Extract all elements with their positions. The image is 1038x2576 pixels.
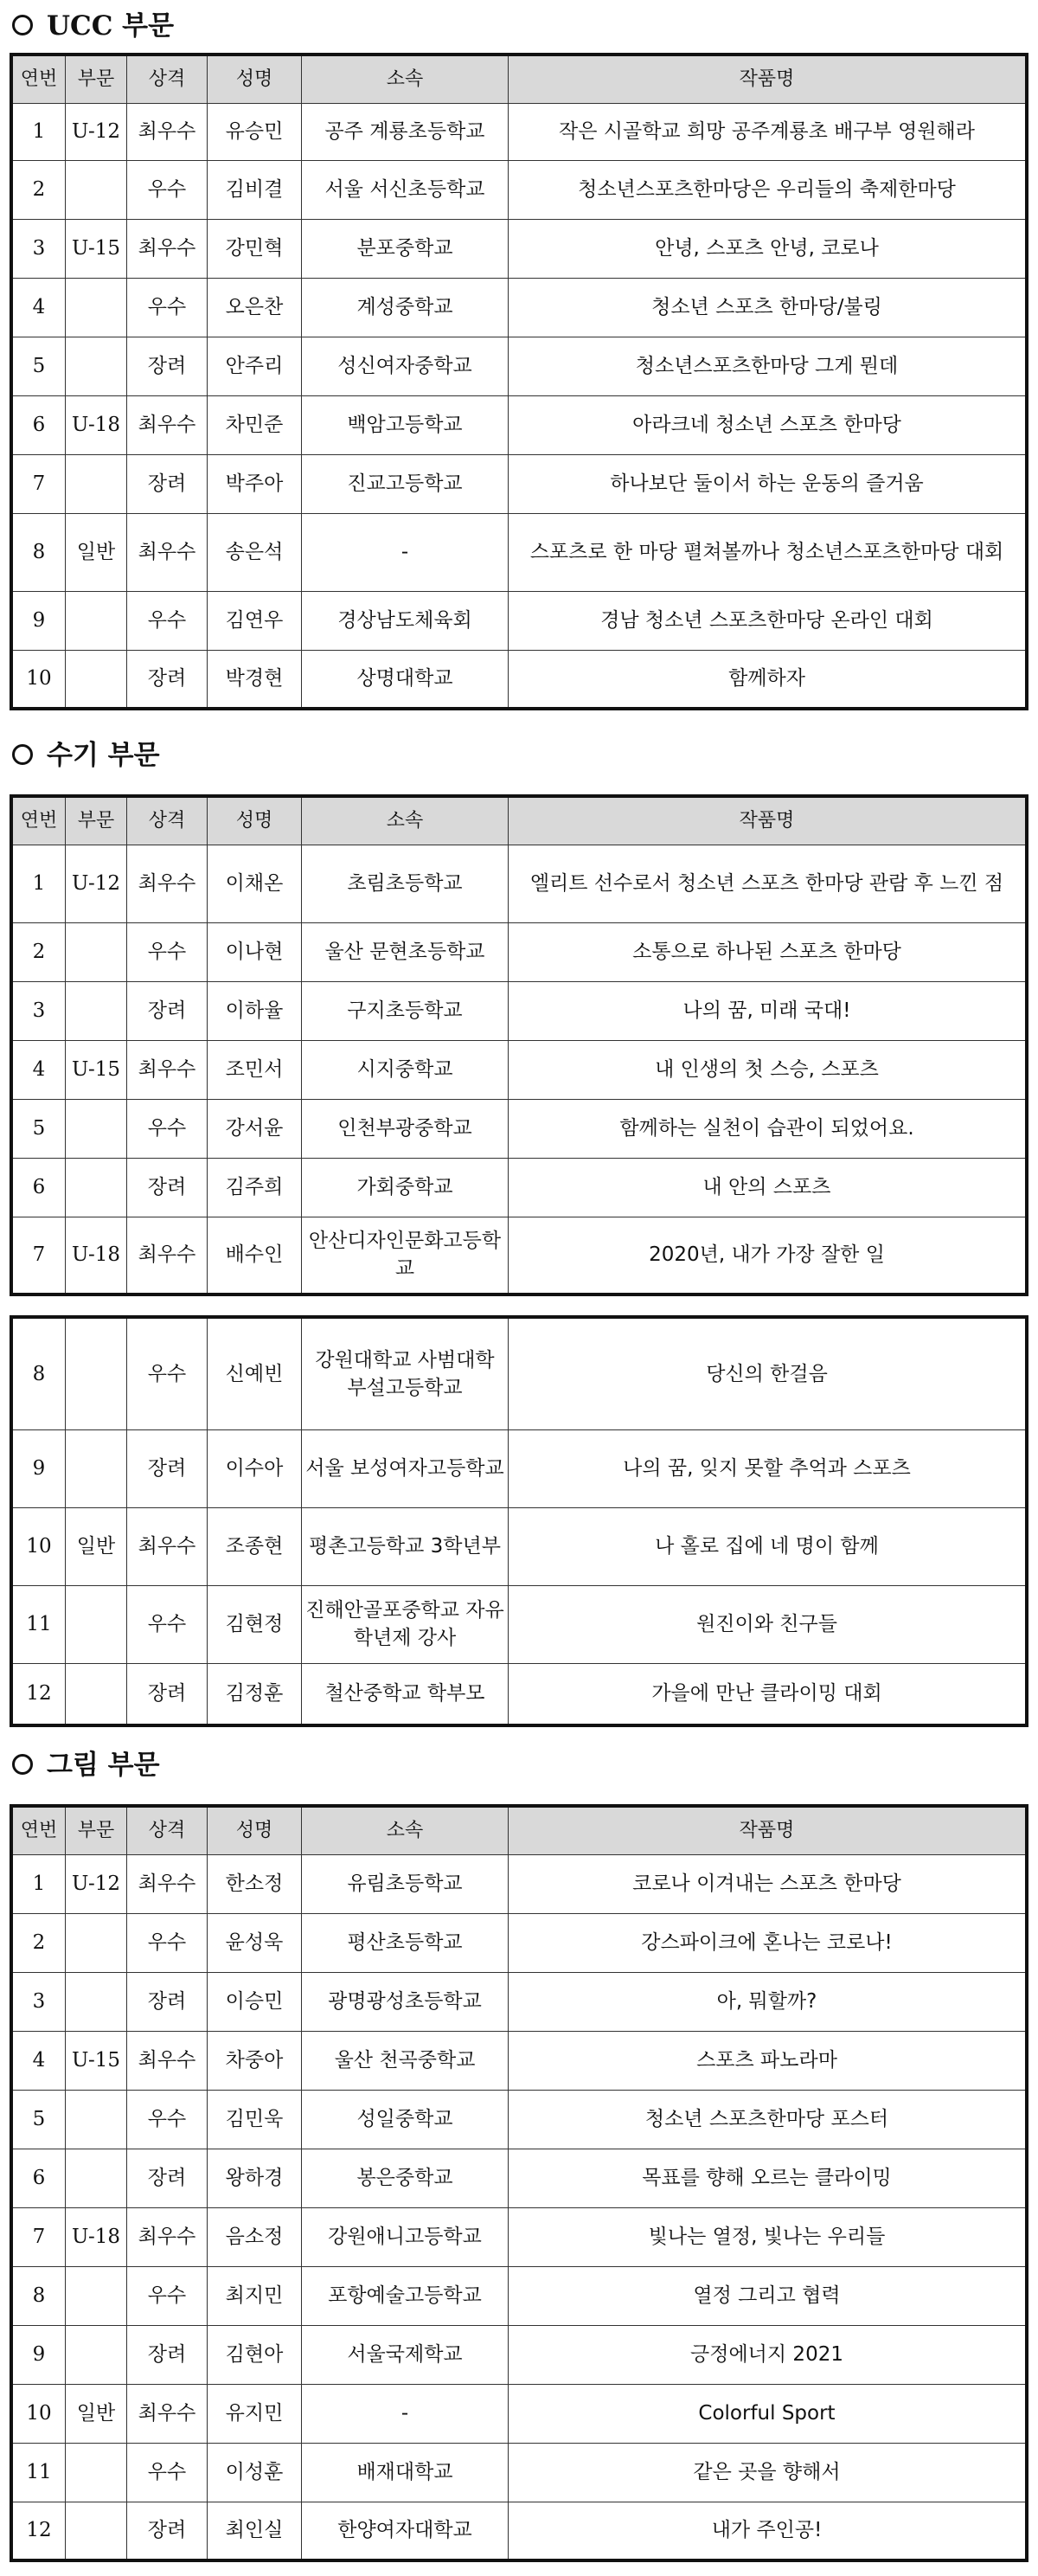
cell-award: 최우수 [127,2207,208,2266]
cell-work-title: 경남 청소년 스포츠한마당 온라인 대회 [509,591,1028,650]
cell-name: 한소정 [208,1854,302,1913]
header-row-number: 연번 [11,55,66,103]
cell-work-title: 나 홀로 집에 네 명이 함께 [509,1507,1028,1585]
cell-row-number: 10 [11,1507,66,1585]
cell-division: U-18 [66,395,127,454]
cell-division: U-15 [66,1040,127,1099]
cell-division [66,2325,127,2384]
circle-bullet-icon [12,15,33,35]
section-title-text: UCC 부문 [47,10,175,42]
essay-table [10,794,1028,1296]
cell-row-number: 7 [11,2207,66,2266]
cell-name: 배수인 [208,1217,302,1294]
cell-affiliation: 가회중학교 [302,1158,509,1217]
cell-division [66,1913,127,1972]
table-row [11,1099,1027,1158]
cell-award: 최우수 [127,845,208,922]
cell-division [66,922,127,981]
table-row [11,845,1027,922]
cell-affiliation: 평촌고등학교 3학년부 [302,1507,509,1585]
cell-division [66,1429,127,1507]
cell-award: 우수 [127,1913,208,1972]
header-division: 부문 [66,796,127,845]
cell-award: 장려 [127,1972,208,2031]
cell-name: 이성훈 [208,2443,302,2502]
table-row [11,1854,1027,1913]
cell-affiliation: 성신여자중학교 [302,337,509,395]
cell-row-number: 4 [11,1040,66,1099]
cell-work-title: 같은 곳을 향해서 [509,2443,1028,2502]
cell-work-title: 내가 주인공! [509,2502,1028,2560]
cell-affiliation: 철산중학교 학부모 [302,1663,509,1725]
cell-award: 장려 [127,2325,208,2384]
cell-affiliation: 평산초등학교 [302,1913,509,1972]
cell-row-number: 6 [11,1158,66,1217]
cell-award: 최우수 [127,1507,208,1585]
drawing-table [10,1804,1028,2562]
header-division: 부문 [66,1806,127,1854]
cell-row-number: 8 [11,2266,66,2325]
cell-division [66,454,127,513]
cell-row-number: 6 [11,395,66,454]
table-row [11,2443,1027,2502]
cell-division [66,2443,127,2502]
cell-affiliation: 계성중학교 [302,278,509,337]
cell-work-title: 함께하는 실천이 습관이 되었어요. [509,1099,1028,1158]
cell-row-number: 5 [11,1099,66,1158]
table-row [11,160,1027,219]
cell-name: 윤성욱 [208,1913,302,1972]
cell-affiliation: 유림초등학교 [302,1854,509,1913]
essay-cont-table-body [11,1317,1027,1725]
table-row [11,2090,1027,2149]
circle-bullet-icon [12,1754,33,1775]
cell-row-number: 8 [11,1317,66,1429]
cell-row-number: 3 [11,1972,66,2031]
cell-row-number: 9 [11,591,66,650]
cell-award: 우수 [127,1099,208,1158]
cell-work-title: 원진이와 친구들 [509,1585,1028,1663]
cell-row-number: 4 [11,278,66,337]
table-row [11,395,1027,454]
cell-name: 송은석 [208,513,302,591]
table-row [11,922,1027,981]
table-row [11,2266,1027,2325]
cell-name: 조종현 [208,1507,302,1585]
cell-affiliation: 광명광성초등학교 [302,1972,509,2031]
cell-work-title: 함께하자 [509,650,1028,709]
cell-name: 강서윤 [208,1099,302,1158]
cell-division [66,2149,127,2207]
cell-name: 유지민 [208,2384,302,2443]
cell-affiliation: - [302,2384,509,2443]
cell-row-number: 10 [11,2384,66,2443]
cell-row-number: 3 [11,981,66,1040]
cell-name: 김민욱 [208,2090,302,2149]
cell-work-title: 안녕, 스포츠 안녕, 코로나 [509,219,1028,278]
cell-division [66,337,127,395]
cell-work-title: 아라크네 청소년 스포츠 한마당 [509,395,1028,454]
header-work-title: 작품명 [509,1806,1028,1854]
cell-row-number: 2 [11,1913,66,1972]
cell-award: 장려 [127,650,208,709]
cell-division: U-12 [66,845,127,922]
cell-affiliation: 울산 천곡중학교 [302,2031,509,2090]
cell-affiliation: 시지중학교 [302,1040,509,1099]
cell-name: 최인실 [208,2502,302,2560]
cell-division [66,1099,127,1158]
essay-table-body [11,845,1027,1294]
cell-work-title: 2020년, 내가 가장 잘한 일 [509,1217,1028,1294]
header-work-title: 작품명 [509,796,1028,845]
cell-work-title: 청소년 스포츠 한마당/불링 [509,278,1028,337]
ucc-table-body [11,103,1027,709]
cell-name: 김연우 [208,591,302,650]
table-row [11,981,1027,1040]
cell-division: U-18 [66,2207,127,2266]
cell-affiliation: 서울 보성여자고등학교 [302,1429,509,1507]
cell-award: 우수 [127,278,208,337]
cell-row-number: 11 [11,1585,66,1663]
cell-division: U-12 [66,1854,127,1913]
cell-division: 일반 [66,2384,127,2443]
cell-affiliation: 인천부광중학교 [302,1099,509,1158]
header-award: 상격 [127,1806,208,1854]
cell-division [66,2090,127,2149]
cell-work-title: 나의 꿈, 미래 국대! [509,981,1028,1040]
cell-award: 장려 [127,1663,208,1725]
table-row [11,1663,1027,1725]
header-award: 상격 [127,55,208,103]
cell-award: 장려 [127,454,208,513]
cell-award: 우수 [127,2266,208,2325]
cell-affiliation: 봉은중학교 [302,2149,509,2207]
cell-work-title: 내 안의 스포츠 [509,1158,1028,1217]
cell-row-number: 7 [11,1217,66,1294]
cell-award: 우수 [127,1317,208,1429]
cell-award: 장려 [127,2149,208,2207]
cell-row-number: 5 [11,2090,66,2149]
cell-award: 최우수 [127,2031,208,2090]
cell-award: 최우수 [127,1217,208,1294]
cell-work-title: 당신의 한걸음 [509,1317,1028,1429]
header-name: 성명 [208,55,302,103]
cell-row-number: 10 [11,650,66,709]
cell-row-number: 2 [11,922,66,981]
cell-award: 우수 [127,1585,208,1663]
cell-work-title: 청소년 스포츠한마당 포스터 [509,2090,1028,2149]
header-affiliation: 소속 [302,796,509,845]
header-row [11,796,1027,845]
section-title-drawing [12,1748,160,1783]
cell-affiliation: 진교고등학교 [302,454,509,513]
cell-row-number: 9 [11,2325,66,2384]
cell-division [66,1585,127,1663]
header-name: 성명 [208,796,302,845]
cell-work-title: 나의 꿈, 잊지 못할 추억과 스포츠 [509,1429,1028,1507]
cell-name: 조민서 [208,1040,302,1099]
header-row-number: 연번 [11,1806,66,1854]
cell-work-title: Colorful Sport [509,2384,1028,2443]
cell-work-title: 소통으로 하나된 스포츠 한마당 [509,922,1028,981]
cell-name: 신예빈 [208,1317,302,1429]
cell-row-number: 1 [11,845,66,922]
cell-work-title: 빛나는 열정, 빛나는 우리들 [509,2207,1028,2266]
cell-award: 최우수 [127,1040,208,1099]
cell-name: 김현아 [208,2325,302,2384]
cell-division [66,2502,127,2560]
section-title-text: 그림 부문 [47,1750,160,1781]
cell-name: 최지민 [208,2266,302,2325]
cell-division [66,1317,127,1429]
cell-award: 최우수 [127,395,208,454]
cell-division [66,1158,127,1217]
cell-row-number: 5 [11,337,66,395]
header-work-title: 작품명 [509,55,1028,103]
cell-name: 박주아 [208,454,302,513]
cell-name: 김비결 [208,160,302,219]
header-division: 부문 [66,55,127,103]
cell-name: 오은찬 [208,278,302,337]
cell-division [66,160,127,219]
cell-row-number: 12 [11,1663,66,1725]
header-name: 성명 [208,1806,302,1854]
cell-affiliation: - [302,513,509,591]
cell-work-title: 목표를 향해 오르는 클라이밍 [509,2149,1028,2207]
cell-name: 음소정 [208,2207,302,2266]
cell-name: 이나현 [208,922,302,981]
cell-award: 장려 [127,981,208,1040]
cell-name: 박경현 [208,650,302,709]
cell-award: 우수 [127,2090,208,2149]
table-row [11,337,1027,395]
cell-name: 차중아 [208,2031,302,2090]
cell-work-title: 스포츠로 한 마당 펼쳐볼까나 청소년스포츠한마당 대회 [509,513,1028,591]
cell-work-title: 스포츠 파노라마 [509,2031,1028,2090]
cell-row-number: 1 [11,103,66,160]
cell-award: 장려 [127,337,208,395]
ucc-table [10,53,1028,710]
cell-affiliation: 상명대학교 [302,650,509,709]
cell-name: 이채온 [208,845,302,922]
cell-work-title: 강스파이크에 혼나는 코로나! [509,1913,1028,1972]
cell-division [66,650,127,709]
cell-affiliation: 경상남도체육회 [302,591,509,650]
cell-division: 일반 [66,1507,127,1585]
table-row [11,1040,1027,1099]
cell-division: 일반 [66,513,127,591]
cell-work-title: 내 인생의 첫 스승, 스포츠 [509,1040,1028,1099]
cell-award: 최우수 [127,219,208,278]
cell-row-number: 8 [11,513,66,591]
section-title-essay [12,738,160,773]
cell-affiliation: 초림초등학교 [302,845,509,922]
cell-name: 이승민 [208,1972,302,2031]
cell-affiliation: 배재대학교 [302,2443,509,2502]
cell-work-title: 작은 시골학교 희망 공주계룡초 배구부 영원해라 [509,103,1028,160]
cell-affiliation: 구지초등학교 [302,981,509,1040]
table-row [11,1429,1027,1507]
cell-award: 최우수 [127,2384,208,2443]
cell-award: 우수 [127,591,208,650]
cell-name: 김주희 [208,1158,302,1217]
table-row [11,278,1027,337]
cell-name: 김현정 [208,1585,302,1663]
cell-award: 최우수 [127,103,208,160]
cell-work-title: 엘리트 선수로서 청소년 스포츠 한마당 관람 후 느낀 점 [509,845,1028,922]
table-row [11,591,1027,650]
cell-name: 김정훈 [208,1663,302,1725]
cell-division [66,1663,127,1725]
cell-row-number: 3 [11,219,66,278]
cell-name: 안주리 [208,337,302,395]
section-title-ucc [12,9,174,43]
table-row [11,2207,1027,2266]
drawing-table-body [11,1854,1027,2560]
table-row [11,454,1027,513]
table-row [11,2149,1027,2207]
header-award: 상격 [127,796,208,845]
cell-name: 차민준 [208,395,302,454]
cell-division [66,2266,127,2325]
header-affiliation: 소속 [302,55,509,103]
cell-award: 우수 [127,922,208,981]
header-affiliation: 소속 [302,1806,509,1854]
cell-work-title: 청소년스포츠한마당 그게 뭔데 [509,337,1028,395]
cell-award: 최우수 [127,1854,208,1913]
header-row-number: 연번 [11,796,66,845]
cell-division: U-15 [66,2031,127,2090]
cell-row-number: 7 [11,454,66,513]
cell-row-number: 12 [11,2502,66,2560]
cell-award: 우수 [127,2443,208,2502]
cell-work-title: 코로나 이겨내는 스포츠 한마당 [509,1854,1028,1913]
table-row [11,1158,1027,1217]
table-row [11,103,1027,160]
cell-affiliation: 서울 서신초등학교 [302,160,509,219]
cell-affiliation: 성일중학교 [302,2090,509,2149]
cell-row-number: 2 [11,160,66,219]
cell-award: 장려 [127,1429,208,1507]
cell-affiliation: 분포중학교 [302,219,509,278]
cell-work-title: 가을에 만난 클라이밍 대회 [509,1663,1028,1725]
cell-work-title: 아, 뭐할까? [509,1972,1028,2031]
cell-work-title: 열정 그리고 협력 [509,2266,1028,2325]
cell-work-title: 청소년스포츠한마당은 우리들의 축제한마당 [509,160,1028,219]
cell-name: 왕하경 [208,2149,302,2207]
cell-division [66,591,127,650]
cell-affiliation: 백암고등학교 [302,395,509,454]
table-row [11,513,1027,591]
table-row [11,219,1027,278]
circle-bullet-icon [12,744,33,765]
cell-affiliation: 한양여자대학교 [302,2502,509,2560]
cell-affiliation: 공주 계룡초등학교 [302,103,509,160]
cell-row-number: 11 [11,2443,66,2502]
cell-affiliation: 서울국제학교 [302,2325,509,2384]
section-title-text: 수기 부문 [47,740,160,771]
table-row [11,1317,1027,1429]
cell-division: U-18 [66,1217,127,1294]
cell-award: 최우수 [127,513,208,591]
cell-row-number: 4 [11,2031,66,2090]
cell-name: 이수아 [208,1429,302,1507]
header-row [11,55,1027,103]
table-row [11,1585,1027,1663]
cell-award: 우수 [127,160,208,219]
cell-row-number: 6 [11,2149,66,2207]
cell-work-title: 하나보단 둘이서 하는 운동의 즐거움 [509,454,1028,513]
cell-work-title: 긍정에너지 2021 [509,2325,1028,2384]
table-row [11,2325,1027,2384]
cell-division: U-15 [66,219,127,278]
table-row [11,2502,1027,2560]
table-row [11,1972,1027,2031]
table-row [11,1913,1027,1972]
cell-affiliation: 안산디자인문화고등학교 [302,1217,509,1294]
cell-name: 유승민 [208,103,302,160]
header-row [11,1806,1027,1854]
table-row [11,2031,1027,2090]
table-row [11,1217,1027,1294]
cell-award: 장려 [127,2502,208,2560]
cell-affiliation: 강원대학교 사범대학 부설고등학교 [302,1317,509,1429]
cell-name: 강민혁 [208,219,302,278]
cell-row-number: 9 [11,1429,66,1507]
table-row [11,650,1027,709]
cell-affiliation: 진해안골포중학교 자유학년제 강사 [302,1585,509,1663]
cell-division [66,278,127,337]
table-row [11,1507,1027,1585]
cell-division: U-12 [66,103,127,160]
cell-award: 장려 [127,1158,208,1217]
essay-table-continued [10,1315,1028,1727]
cell-division [66,1972,127,2031]
cell-affiliation: 강원애니고등학교 [302,2207,509,2266]
cell-division [66,981,127,1040]
table-row [11,2384,1027,2443]
cell-affiliation: 울산 문현초등학교 [302,922,509,981]
cell-affiliation: 포항예술고등학교 [302,2266,509,2325]
cell-name: 이하율 [208,981,302,1040]
cell-row-number: 1 [11,1854,66,1913]
